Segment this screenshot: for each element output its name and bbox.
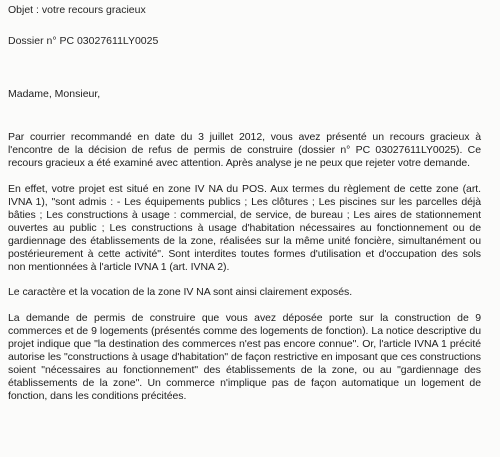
paragraph-permit-request: La demande de permis de construire que vous avez déposée porte sur la construction de 9 commerces et de 9 logements (présentés comme des logements de fonction). La notice descriptive du projet indique que "la destination des commerces n'est pas encore connue". Or, l'article IVNA 1 précité autorise les "constructions à usage d'habitation" de façon restrictive en imposant que ces constructions soient "nécessaires au fonctionnement" des établissements de la zone, ou au "gardiennage des établissements de la zone". Un commerce n'implique pas de façon automatique un logement de fonction, dans les conditions précitées. xyxy=(8,311,481,402)
paragraph-zone-rules: En effet, votre projet est situé en zone IV NA du POS. Aux termes du règlement de cette zone (art. IVNA 1), "sont admis : - Les équipements publics ; Les clôtures ; Les piscines sur les parcelles déjà bâties ; Les constructions à usage : commercial, de service, de bureau ; Les aires de stationnement ouvertes au public ; Les constructions à usage d'habitation nécessaires au fonctionnement ou de gardiennage des établissements de la zone, réalisées sur la même unité foncière, simultanément ou postérieurement à cette activité". Sont interdites toutes formes d'utilisation et d'occupation des sols non mentionnées à l'article IVNA 1 (art. IVNA 2). xyxy=(8,183,481,274)
letter-body xyxy=(8,131,481,414)
dossier-reference: Dossier n° PC 03027611LY0025 xyxy=(8,35,159,47)
paragraph-recours: Par courrier recommandé en date du 3 juillet 2012, vous avez présenté un recours gracieux à l'encontre de la décision de refus de permis de construire (dossier n° PC 03027611LY0025). Ce recours gracieux a été examiné avec attention. Après analyse je ne peux que rejeter votre demande. xyxy=(8,131,481,170)
letter-subject: Objet : votre recours gracieux xyxy=(8,4,146,16)
salutation: Madame, Monsieur, xyxy=(8,88,101,100)
paragraph-zone-character: Le caractère et la vocation de la zone IV NA sont ainsi clairement exposés. xyxy=(8,286,353,299)
